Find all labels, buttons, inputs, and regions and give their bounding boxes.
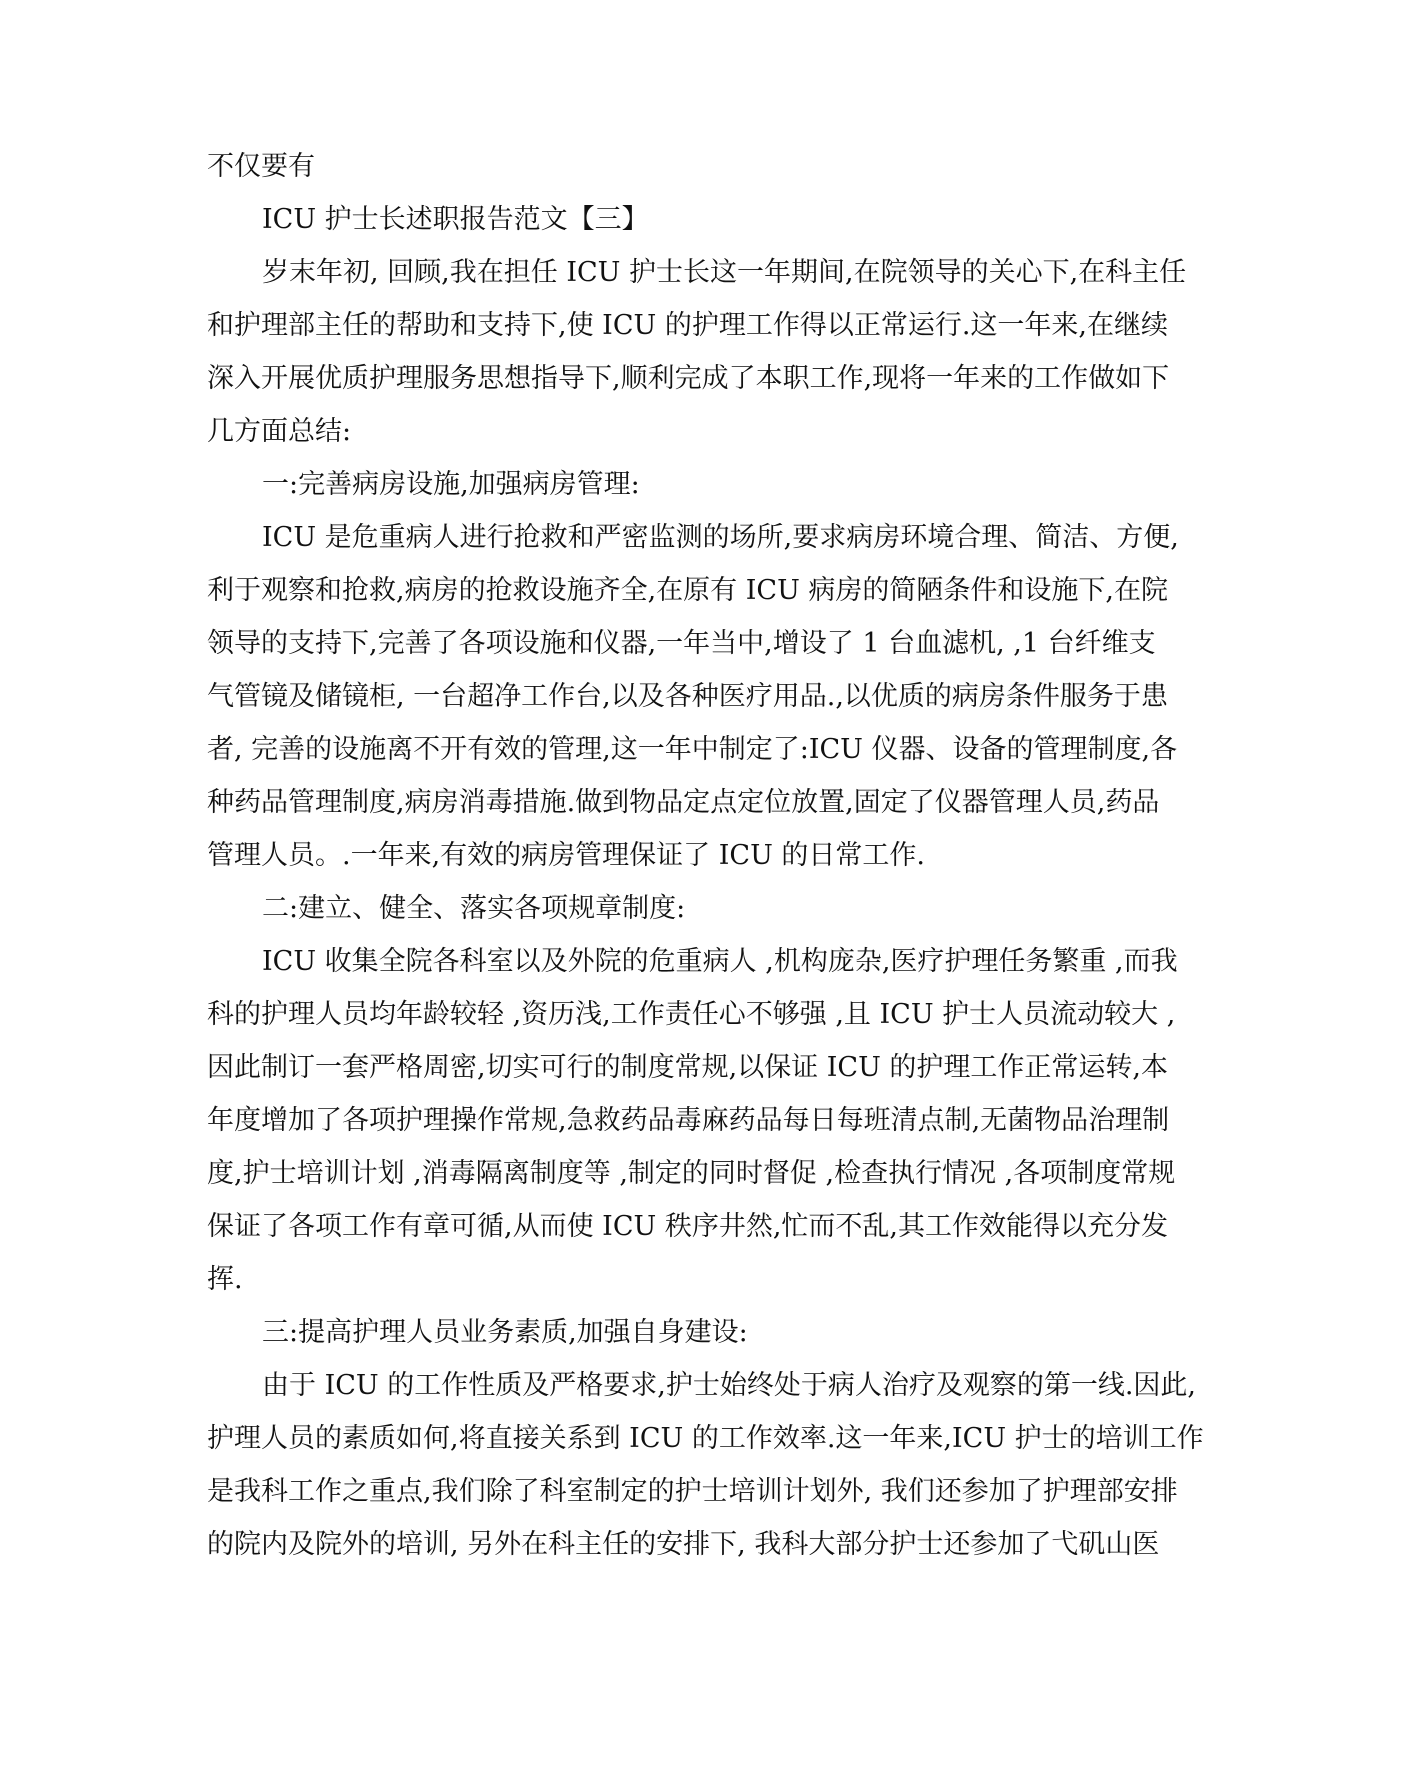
paragraph-line: 保证了各项工作有章可循,从而使 ICU 秩序井然,忙而不乱,其工作效能得以充分发	[207, 1211, 1168, 1242]
paragraph-line: 度,护士培训计划 ,消毒隔离制度等 ,制定的同时督促 ,检查执行情况 ,各项制度常规	[207, 1158, 1176, 1189]
paragraph-line: 种药品管理制度,病房消毒措施.做到物品定点定位放置,固定了仪器管理人员,药品	[207, 787, 1160, 818]
paragraph-line: 由于 ICU 的工作性质及严格要求,护士始终处于病人治疗及观察的第一线.因此,	[262, 1370, 1196, 1401]
paragraph-line: 年度增加了各项护理操作常规,急救药品毒麻药品每日每班清点制,无菌物品治理制	[207, 1105, 1170, 1136]
paragraph-line: 的院内及院外的培训, 另外在科主任的安排下, 我科大部分护士还参加了弋矶山医	[207, 1529, 1160, 1560]
paragraph-line: 岁末年初, 回顾,我在担任 ICU 护士长这一年期间,在院领导的关心下,在科主任	[262, 257, 1187, 288]
paragraph-line: ICU 是危重病人进行抢救和严密监测的场所,要求病房环境合理、简洁、方便,	[262, 522, 1179, 553]
paragraph-line: 深入开展优质护理服务思想指导下,顺利完成了本职工作,现将一年来的工作做如下	[207, 363, 1170, 394]
paragraph-line: 领导的支持下,完善了各项设施和仪器,一年当中,增设了 1 台血滤机, ,1 台纤维支	[207, 628, 1156, 659]
paragraph-line: ICU 收集全院各科室以及外院的危重病人 ,机构庞杂,医疗护理任务繁重 ,而我	[262, 946, 1178, 977]
paragraph-line: 利于观察和抢救,病房的抢救设施齐全,在原有 ICU 病房的简陋条件和设施下,在院	[207, 575, 1168, 606]
paragraph-line: 挥.	[207, 1264, 243, 1295]
paragraph-line: 几方面总结:	[207, 416, 352, 447]
section-heading: 一:完善病房设施,加强病房管理:	[262, 469, 640, 500]
document-page	[207, 140, 1204, 1571]
paragraph-line: 科的护理人员均年龄较轻 ,资历浅,工作责任心不够强 ,且 ICU 护士人员流动较大 ,	[207, 999, 1176, 1030]
paragraph-line: 是我科工作之重点,我们除了科室制定的护士培训计划外, 我们还参加了护理部安排	[207, 1476, 1178, 1507]
paragraph-line: 和护理部主任的帮助和支持下,使 ICU 的护理工作得以正常运行.这一年来,在继续	[207, 310, 1168, 341]
paragraph-line: 管理人员。.一年来,有效的病房管理保证了 ICU 的日常工作.	[207, 840, 925, 871]
section-heading: 二:建立、健全、落实各项规章制度:	[262, 893, 686, 924]
paragraph-line: 气管镜及储镜柜, 一台超净工作台,以及各种医疗用品.,以优质的病房条件服务于患	[207, 681, 1168, 712]
section-heading: 三:提高护理人员业务素质,加强自身建设:	[262, 1317, 748, 1348]
text-line: 不仅要有	[207, 151, 315, 182]
paragraph-line: 因此制订一套严格周密,切实可行的制度常规,以保证 ICU 的护理工作正常运转,本	[207, 1052, 1168, 1083]
paragraph-line: 者, 完善的设施离不开有效的管理,这一年中制定了:ICU 仪器、设备的管理制度,各	[207, 734, 1178, 765]
section-title: ICU 护士长述职报告范文【三】	[262, 204, 649, 235]
paragraph-line: 护理人员的素质如何,将直接关系到 ICU 的工作效率.这一年来,ICU 护士的培训工作	[207, 1423, 1204, 1454]
